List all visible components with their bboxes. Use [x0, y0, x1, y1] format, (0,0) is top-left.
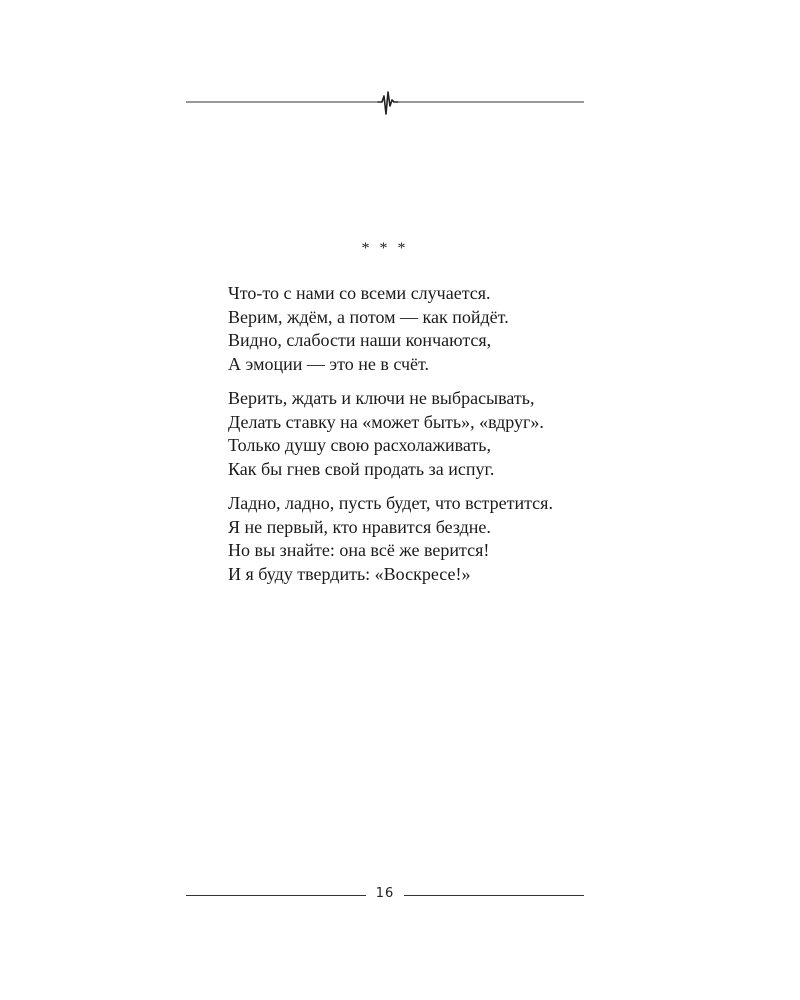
stanza-2 [228, 387, 628, 481]
poem [228, 282, 628, 597]
poem-line: Как бы гнев свой продать за испуг. [228, 458, 495, 479]
poem-line: А эмоции — это не в счёт. [228, 353, 430, 374]
page-footer [186, 884, 586, 908]
poem-line: Делать ставку на «может быть», «вдруг». [228, 411, 544, 432]
poem-line: Я не первый, кто нравится бездне. [228, 516, 491, 537]
poem-line: И я буду твердить: «Воскресе!» [228, 563, 471, 584]
stanza-3 [228, 492, 628, 586]
page-number: 16 [375, 886, 395, 901]
poem-line: Но вы знайте: она всё же верится! [228, 540, 490, 560]
poem-line: Что-то с нами со всеми случается. [228, 283, 491, 303]
stanza-1 [228, 282, 628, 376]
poem-line: Верим, ждём, а потом — как пойдёт. [228, 306, 509, 327]
heartbeat-divider-icon [186, 88, 586, 118]
poem-line: Видно, слабости наши кончаются, [228, 330, 492, 350]
footer-rule-left [186, 895, 366, 896]
section-separator: * * * [361, 240, 409, 257]
header-ornament [186, 88, 586, 118]
footer-rule-right [404, 895, 584, 896]
poem-line: Верить, ждать и ключи не выбрасывать, [228, 388, 535, 408]
poem-line: Ладно, ладно, пусть будет, что встретится. [228, 493, 553, 513]
poem-line: Только душу свою расхолаживать, [228, 435, 491, 455]
